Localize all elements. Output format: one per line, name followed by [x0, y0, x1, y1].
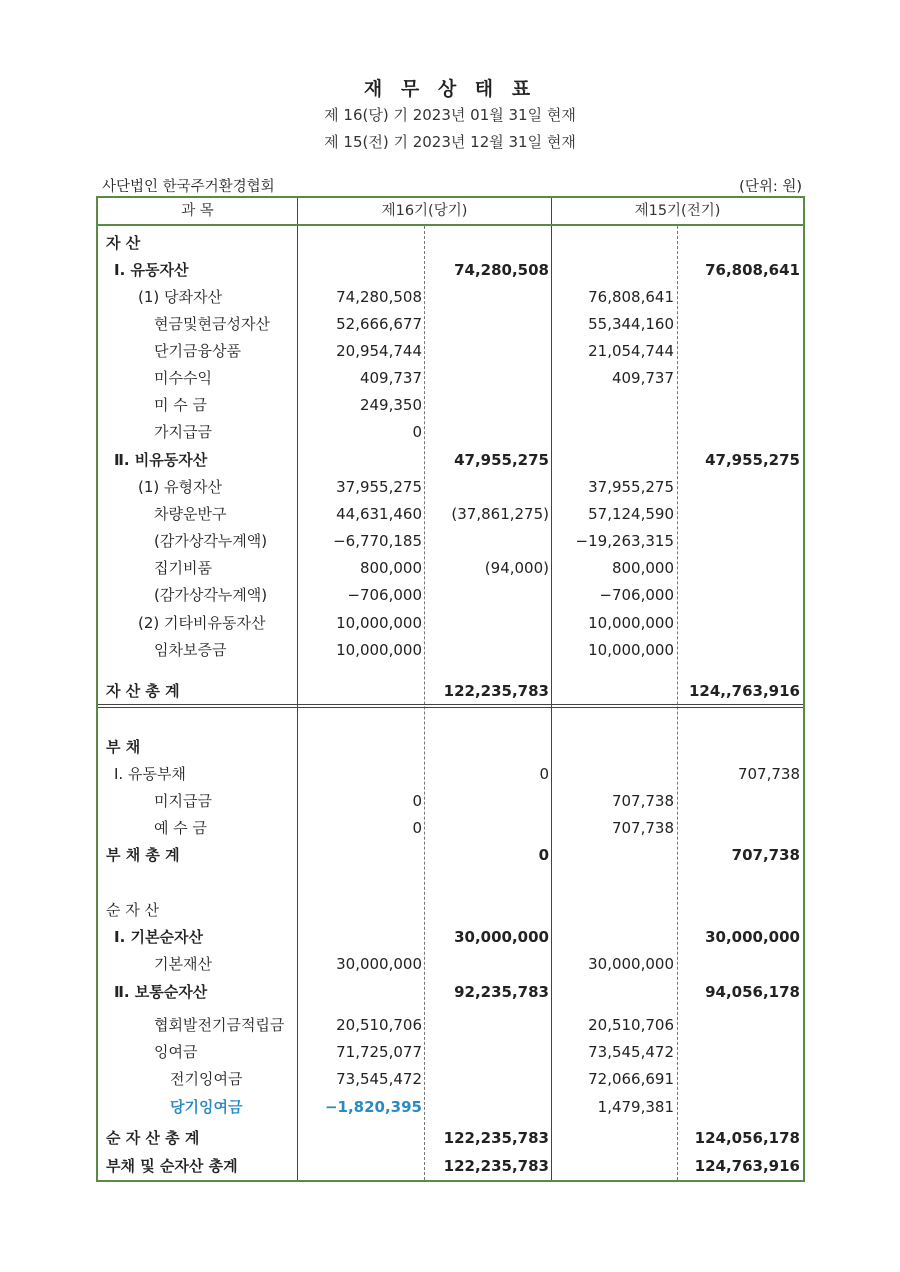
row-label: 협회발전기금적립금	[154, 1016, 285, 1034]
table-row	[98, 734, 803, 760]
row-value-c1: 30,000,000	[336, 955, 422, 973]
row-value-c4: 707,738	[737, 765, 800, 783]
row-value-c1: 44,631,460	[336, 505, 422, 523]
row-label: Ⅰ. 기본순자산	[114, 928, 203, 946]
table-row	[98, 979, 803, 1005]
row-value-c1: −1,820,395	[324, 1098, 422, 1116]
section-divider	[98, 704, 803, 705]
row-value-c1: 10,000,000	[336, 614, 422, 632]
row-label: 잉여금	[154, 1043, 198, 1061]
header-current: 제16기(당기)	[381, 203, 468, 219]
row-value-c2: 92,235,783	[454, 983, 549, 1001]
row-label: 미지급금	[154, 792, 212, 810]
row-value-c3: 55,344,160	[588, 315, 674, 333]
row-label: 현금및현금성자산	[154, 315, 270, 333]
row-value-c4: 30,000,000	[705, 928, 800, 946]
row-value-c3: 30,000,000	[588, 955, 674, 973]
row-label: 부채 및 순자산 총계	[106, 1157, 238, 1175]
row-value-c3: 707,738	[611, 792, 674, 810]
row-label: (1) 당좌자산	[138, 288, 222, 306]
row-value-c3: 73,545,472	[588, 1043, 674, 1061]
table-row	[98, 501, 803, 527]
table-row	[98, 610, 803, 636]
row-label: 예 수 금	[154, 819, 208, 837]
row-value-c1: 0	[412, 423, 422, 441]
row-label: 미 수 금	[154, 396, 208, 414]
row-value-c1: 20,954,744	[336, 342, 422, 360]
table-row	[98, 257, 803, 283]
row-value-c3: 21,054,744	[588, 342, 674, 360]
row-value-c1: 800,000	[359, 559, 422, 577]
table-row	[98, 447, 803, 473]
row-label: 가지급금	[154, 423, 212, 441]
row-value-c1: 0	[412, 792, 422, 810]
header-account: 과 목	[181, 203, 214, 219]
table-row	[98, 815, 803, 841]
table-row	[98, 637, 803, 663]
row-label: 부 채 총 계	[106, 846, 180, 864]
row-value-c3: 37,955,275	[588, 478, 674, 496]
row-value-c3: 20,510,706	[588, 1016, 674, 1034]
table-row	[98, 365, 803, 391]
row-label: 집기비품	[154, 559, 212, 577]
table-row	[98, 528, 803, 554]
row-value-c3: 10,000,000	[588, 614, 674, 632]
table-row	[98, 419, 803, 445]
row-label: Ⅱ. 비유동자산	[114, 451, 208, 469]
row-value-c3: −706,000	[599, 586, 674, 604]
row-value-c3: 707,738	[611, 819, 674, 837]
row-value-c2: 30,000,000	[454, 928, 549, 946]
row-value-c2: 0	[538, 846, 549, 864]
balance-sheet-table	[96, 196, 805, 1182]
table-row	[98, 230, 803, 256]
row-label: 미수수익	[154, 369, 212, 387]
row-label: 순 자 산	[106, 901, 160, 919]
table-row	[98, 897, 803, 923]
row-value-c1: 74,280,508	[336, 288, 422, 306]
row-value-c1: 71,725,077	[336, 1043, 422, 1061]
row-label: (2) 기타비유동자산	[138, 614, 266, 632]
row-label: (1) 유형자산	[138, 478, 222, 496]
row-label: Ⅱ. 보통순자산	[114, 983, 208, 1001]
row-label: 임차보증금	[154, 641, 227, 659]
row-value-c1: 52,666,677	[336, 315, 422, 333]
row-value-c1: 249,350	[359, 396, 422, 414]
table-row	[98, 842, 803, 868]
row-value-c4: 124,056,178	[694, 1129, 800, 1147]
row-value-c1: 20,510,706	[336, 1016, 422, 1034]
table-row	[98, 1066, 803, 1092]
table-row	[98, 474, 803, 500]
table-row	[98, 924, 803, 950]
row-value-c3: −19,263,315	[575, 532, 674, 550]
row-value-c1: −6,770,185	[333, 532, 422, 550]
row-value-c2: 122,235,783	[443, 1129, 549, 1147]
row-label: 기본재산	[154, 955, 212, 973]
row-value-c3: 76,808,641	[588, 288, 674, 306]
table-row	[98, 788, 803, 814]
row-value-c2: 47,955,275	[454, 451, 549, 469]
table-header	[98, 198, 803, 226]
section-divider-double	[98, 707, 803, 708]
row-value-c3: 72,066,691	[588, 1070, 674, 1088]
period-current: 제 16(당) 기 2023년 01월 31일 현재	[324, 106, 576, 124]
row-label: 단기금융상품	[154, 342, 241, 360]
row-value-c4: 707,738	[731, 846, 800, 864]
row-value-c2: 74,280,508	[454, 261, 549, 279]
row-value-c2: (94,000)	[484, 559, 549, 577]
table-row	[98, 311, 803, 337]
row-label: 자 산 총 계	[106, 682, 180, 700]
table-row	[98, 338, 803, 364]
row-label: Ⅰ. 유동자산	[114, 261, 189, 279]
row-value-c1: −706,000	[347, 586, 422, 604]
table-row	[98, 1039, 803, 1065]
table-row	[98, 678, 803, 704]
row-value-c1: 10,000,000	[336, 641, 422, 659]
period-prior: 제 15(전) 기 2023년 12월 31일 현재	[324, 133, 576, 151]
row-label: 부 채	[106, 738, 141, 756]
row-value-c2: (37,861,275)	[451, 505, 549, 523]
table-row	[98, 555, 803, 581]
table-row	[98, 1012, 803, 1038]
row-value-c2: 122,235,783	[443, 1157, 549, 1175]
row-value-c4: 47,955,275	[705, 451, 800, 469]
unit-label: (단위: 원)	[739, 179, 802, 195]
row-label: 차량운반구	[154, 505, 227, 523]
row-value-c2: 0	[539, 765, 549, 783]
row-value-c3: 409,737	[611, 369, 674, 387]
table-row	[98, 951, 803, 977]
row-value-c3: 800,000	[611, 559, 674, 577]
table-row	[98, 1094, 803, 1120]
row-value-c4: 94,056,178	[705, 983, 800, 1001]
row-value-c1: 73,545,472	[336, 1070, 422, 1088]
row-value-c1: 409,737	[359, 369, 422, 387]
table-row	[98, 392, 803, 418]
row-label: (감가상각누계액)	[154, 586, 268, 604]
row-value-c1: 0	[412, 819, 422, 837]
row-label: Ⅰ. 유동부채	[114, 765, 186, 783]
row-label: 전기잉여금	[170, 1070, 243, 1088]
row-value-c1: 37,955,275	[336, 478, 422, 496]
row-value-c4: 76,808,641	[705, 261, 800, 279]
row-label: 당기잉여금	[170, 1098, 243, 1116]
table-row	[98, 1153, 803, 1179]
row-value-c4: 124,,763,916	[688, 682, 800, 700]
table-row	[98, 284, 803, 310]
row-label: 자 산	[106, 234, 141, 252]
table-row	[98, 1125, 803, 1151]
table-row	[98, 761, 803, 787]
row-value-c3: 10,000,000	[588, 641, 674, 659]
row-value-c2: 122,235,783	[443, 682, 549, 700]
page-title: 재 무 상 태 표	[363, 78, 537, 100]
row-value-c3: 1,479,381	[597, 1098, 674, 1116]
row-label: (감가상각누계액)	[154, 532, 268, 550]
table-row	[98, 582, 803, 608]
organization-name: 사단법인 한국주거환경협회	[102, 179, 275, 195]
row-value-c4: 124,763,916	[694, 1157, 800, 1175]
row-label: 순 자 산 총 계	[106, 1129, 200, 1147]
header-prior: 제15기(전기)	[634, 203, 721, 219]
row-value-c3: 57,124,590	[588, 505, 674, 523]
